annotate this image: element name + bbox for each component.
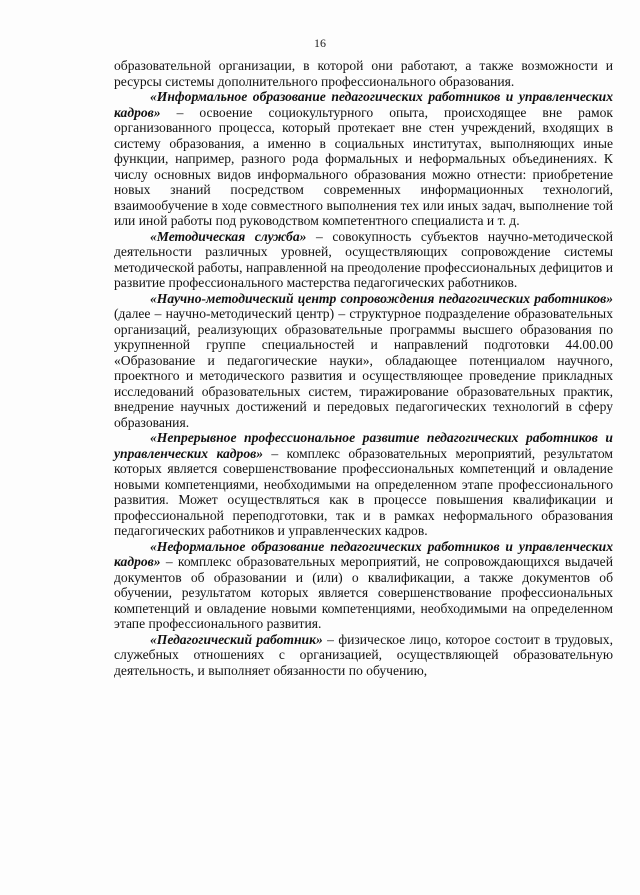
- definition-continuous-development: [114, 430, 613, 539]
- definition-scientific-methodical-center: [114, 291, 613, 431]
- definition-methodical-service: [114, 229, 613, 291]
- definition-term: «Непрерывное профессиональное развитие педагогических работников и управленческих кадров»: [114, 430, 613, 461]
- definition-text: – комплекс образовательных мероприятий, не сопровождающихся выдачей документов об образовании и (или) о квалификации, а также документов об обучении, результатом которых является совершенствование профессиональных компетенций и овладение новыми компетенциями, необходимыми на определенном этапе профессионального развития.: [114, 554, 613, 631]
- definition-term: «Педагогический работник»: [150, 631, 323, 647]
- definition-term: «Методическая служба»: [150, 228, 307, 244]
- definition-text: – освоение социокультурного опыта, происходящее вне рамок организованного процесса, который протекает вне стен учреждений, входящих в систему образования, а именно в социальных институтах, выполняющих иные функции, например, разного рода формальных и неформальных объединениях. К числу основных видов информального образования можно отнести: приобретение новых знаний посредством современных информационных технологий, взаимообучение в ходе совместного выполнения тех или иных задач, выполнение той или иной работы под руководством компетентного специалиста и т. д.: [114, 104, 613, 228]
- definition-informal-education: [114, 89, 613, 229]
- definition-text: – комплекс образовательных мероприятий, результатом которых является совершенствование профессиональных компетенций и овладение новыми компетенциями, необходимыми на определенном этапе профессионального развития. Может осуществляться как в процессе повышения квалификации и профессиональной переподготовки, так и в рамках неформального образования педагогических работников и управленческих кадров.: [114, 445, 614, 538]
- definition-term: «Информальное образование педагогических работников и управленческих кадров»: [114, 89, 613, 120]
- paragraph-continuation: [114, 58, 613, 89]
- definition-pedagogical-worker: [114, 632, 613, 679]
- paragraph-text: образовательной организации, в которой они работают, а также возможности и ресурсы системы дополнительного профессионального образования.: [114, 58, 613, 89]
- definition-nonformal-education: [114, 539, 613, 632]
- page-number: 16: [314, 36, 326, 50]
- definition-term: «Научно-методический центр сопровождения педагогических работников»: [150, 290, 613, 306]
- definition-term: «Неформальное образование педагогических работников и управленческих кадров»: [114, 538, 613, 569]
- definition-text: – совокупность субъектов научно-методической деятельности различных уровней, осуществляющих сопровождение системы методической работы, направленной на преодоление профессиональных дефицитов и развитие профессионального мастерства педагогических работников.: [114, 228, 613, 290]
- definition-text: – физическое лицо, которое состоит в трудовых, служебных отношениях с организацией, осуществляющей образовательную деятельность, и выполняет обязанности по обучению,: [114, 631, 614, 678]
- document-body: [114, 58, 613, 678]
- definition-text: (далее – научно-методический центр) – структурное подразделение образовательных организаций, реализующих образовательные программы высшего образования по укрупненной группе специальностей и направлений подготовки 44.00.00 «Образование и педагогические науки», обладающее потенциалом научного, проектного и методического развития и осуществляющее проведение прикладных исследований образовательных систем, тиражирование образовательных практик, внедрение научных достижений и передовых педагогических технологий в сферу образования.: [114, 306, 613, 430]
